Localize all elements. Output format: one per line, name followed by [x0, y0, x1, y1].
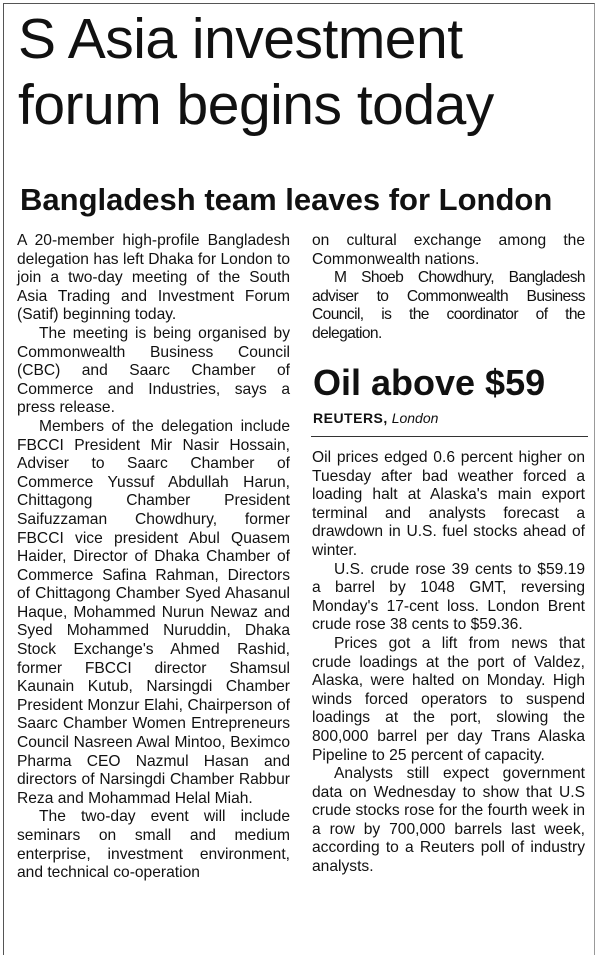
article-paragraph: The two-day event will include seminars on small and medium enterprise, investment environment, and technical co-operation	[17, 808, 290, 882]
byline-location: London	[391, 410, 439, 426]
oil-article-column	[312, 449, 585, 877]
article-left-column	[17, 232, 290, 883]
byline-agency: REUTERS,	[313, 410, 388, 426]
oil-article-headline: Oil above $59	[313, 362, 546, 403]
article-paragraph: Members of the delegation include FBCCI President Mir Nasir Hossain, Adviser to Saarc Chamber of Commerce Yussuf Abdullah Harun, Chittagong Chamber President Saifuzzaman Chowdhury, former FBCCI vice president Abul Quasem Haider, Director of Dhaka Chamber of Commerce Safina Rahman, Directors of Chittagong Chamber Syed Ahasanul Haque, Mohammed Nurun Newaz and Syed Mohammed Nuruddin, Dhaka Stock Exchange's Ahmed Rashid, former FBCCI director Shamsul Kaunain Kutub, Narsingdi Chamber President Monzur Elahi, Chairperson of Saarc Chamber Women Entrepreneurs Council Nasreen Awal Mintoo, Beximco Pharma CEO Nazmul Hasan and directors of Narsingdi Chamber Rabbur Reza and Mohammad Helal Miah.	[17, 417, 290, 807]
article-subheadline: Bangladesh team leaves for London	[20, 182, 553, 217]
oil-paragraph: Oil prices edged 0.6 percent higher on Tuesday after bad weather forced a loading halt at Alaska's main export terminal and analysts forecast a drawdown in U.S. fuel stocks ahead of winter.	[312, 449, 585, 559]
article-paragraph: on cultural exchange among the Commonwealth nations.	[312, 232, 585, 268]
article-paragraph: M Shoeb Chowdhury, Bangladesh adviser to Commonwealth Business Council, is the coordinator of the delegation.	[312, 269, 585, 342]
article-headline: S Asia investment forum begins today	[18, 7, 494, 137]
article-right-column	[312, 232, 585, 344]
oil-paragraph: Prices got a lift from news that crude loadings at the port of Valdez, Alaska, were halted on Monday. High winds forced operators to suspend loadings at the port, slowing the 800,000 barrel per day Trans Alaska Pipeline to 25 percent of capacity.	[312, 634, 585, 764]
byline-divider	[311, 436, 588, 437]
article-paragraph: A 20-member high-profile Bangladesh delegation has left Dhaka for London to join a two-day meeting of the South Asia Trading and Investment Forum (Satif) beginning today.	[17, 232, 290, 324]
article-paragraph: The meeting is being organised by Commonwealth Business Council (CBC) and Saarc Chamber of Commerce and Industries, says a press release.	[17, 324, 290, 417]
oil-article-byline	[313, 408, 588, 428]
oil-paragraph: U.S. crude rose 39 cents to $59.19 a barrel by 1048 GMT, reversing Monday's 17-cent loss. London Brent crude rose 38 cents to $59.36.	[312, 560, 585, 634]
oil-paragraph: Analysts still expect government data on Wednesday to show that U.S crude stocks rose for the fourth week in a row by 700,000 barrels last week, according to a Reuters poll of industry analysts.	[312, 765, 585, 876]
